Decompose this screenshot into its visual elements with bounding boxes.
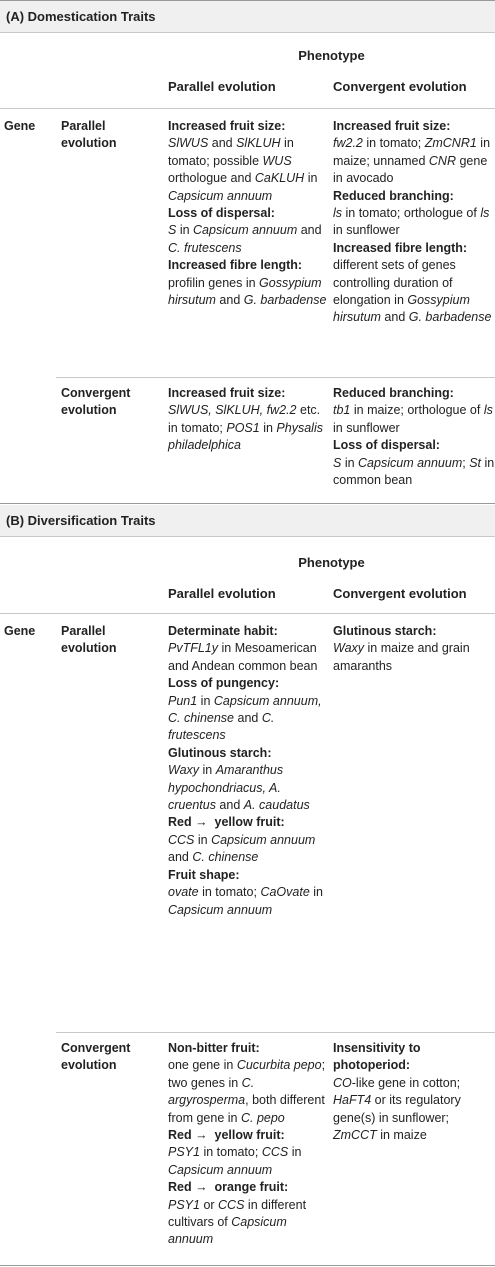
- section-b-parallel-parallel-cell: Determinate habit: PvTFL1y in Mesoamerican and Andean common bean Loss of pungency: Pun1 in Capsicum annuum, C. chinense and C. frutescens Glutinous starch: Waxy in Amaranthus hypochondriacus, A. cruentus and A. caudatus Red → yellow fruit: CCS in Capsicum annuum and C. chinense Fruit shape: ovate in tomato; CaOvate in Capsicum annuum: [168, 624, 323, 917]
- section-a: [0, 1, 495, 33]
- section-a-phenotype-header: Phenotype: [298, 48, 365, 63]
- section-a-row-parallel: [61, 118, 117, 153]
- section-b-convergent-convergent-cell: Insensitivity to photoperiod: CO-like gene in cotton; HaFT4 or its regulatory gene(s) in sunflower; ZmCCT in maize: [333, 1041, 461, 1143]
- section-b-row-gene: Gene: [4, 624, 36, 638]
- section-a-convergent-convergent-cell: Reduced branching: tb1 in maize; orthologue of ls in sunflower Loss of dispersal: S in Capsicum annuum; St in common bean: [333, 386, 495, 488]
- section-a-col-convergent: Convergent evolution: [333, 79, 467, 94]
- section-b-col-parallel: Parallel evolution: [168, 586, 276, 601]
- section-a-parallel-parallel-cell: Increased fruit size: SlWUS and SlKLUH in tomato; possible WUS orthologue and CaKLUH in Capsicum annuum Loss of dispersal: S in Capsicum annuum and C. frutescens Increased fibre length: profilin genes in Gossypium hirsutum and G. barbadense: [168, 119, 327, 308]
- section-a-parallel-convergent-cell: Increased fruit size: fw2.2 in tomato; ZmCNR1 in maize; unnamed CNR gene in avocado Reduced branching: ls in tomato; orthologue of ls in sunflower Increased fibre length: different sets of genes controlling duration of elongation in Gossypium hirsutum and G. barbadense: [333, 119, 492, 325]
- section-b-row-convergent-line2: evolution: [61, 1058, 117, 1073]
- section-b-title: (B) Diversification Traits: [0, 505, 495, 537]
- section-b-convergent-parallel-cell: Non-bitter fruit: one gene in Cucurbita pepo; two genes in C. argyrosperma, both different from gene in C. pepo Red → yellow fruit: PSY1 in tomato; CCS in Capsicum annuum Red → orange fruit: PSY1 or CCS in different cultivars of Capsicum annuum: [168, 1041, 326, 1247]
- section-b-phenotype-header: Phenotype: [298, 555, 365, 570]
- section-a-row-parallel-line1: Parallel: [61, 119, 106, 133]
- section-a-row-convergent: [61, 385, 130, 420]
- section-b-row-parallel: [61, 623, 117, 658]
- section-b: [0, 505, 495, 537]
- section-a-row-convergent-line1: Convergent: [61, 386, 131, 400]
- section-b-parallel-convergent-cell: Glutinous starch: Waxy in maize and grain amaranths: [333, 624, 470, 673]
- section-a-col-parallel: Parallel evolution: [168, 79, 276, 94]
- section-b-row-convergent: [61, 1040, 130, 1075]
- section-a-title: (A) Domestication Traits: [0, 1, 495, 33]
- section-b-row-convergent-line1: Convergent: [61, 1041, 131, 1055]
- section-b-col-convergent: Convergent evolution: [333, 586, 467, 601]
- section-a-convergent-parallel-cell: Increased fruit size: SlWUS, SlKLUH, fw2.2 etc. in tomato; POS1 in Physalis philadelphica: [168, 386, 323, 453]
- section-b-row-parallel-line1: Parallel: [61, 624, 106, 638]
- section-a-row-gene: Gene: [4, 119, 36, 133]
- section-a-row-parallel-line2: evolution: [61, 136, 117, 151]
- section-a-row-convergent-line2: evolution: [61, 403, 117, 418]
- section-b-row-parallel-line2: evolution: [61, 641, 117, 656]
